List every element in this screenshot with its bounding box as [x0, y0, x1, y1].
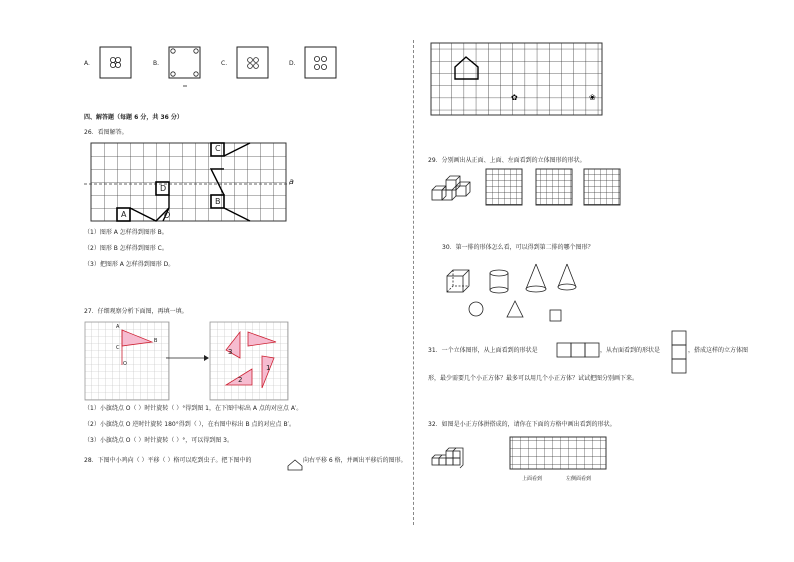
q27-right-grid — [210, 322, 288, 400]
option-d-label[interactable]: D. — [289, 60, 296, 67]
q27-fig-3: 3 — [228, 348, 233, 356]
q28-text-a: 28．下图中小鸡向（ ）平移（ ）格可以吃到虫子。把下图中的 — [84, 457, 252, 464]
q29-cubes — [432, 176, 470, 200]
q27-fig-1: 1 — [266, 364, 271, 372]
q27-title: 27．仔细观察分析下面图，再填一填。 — [84, 308, 188, 315]
q29-grid-top — [536, 169, 572, 205]
q26-item-3: （3）把图形 A 怎样得到图形 D。 — [84, 261, 175, 268]
q26-label-a: A — [121, 210, 127, 219]
q27-label-c: C — [116, 345, 120, 351]
house-shape-icon — [288, 460, 302, 470]
q30-solids — [447, 264, 576, 321]
q26-title: 26．看图解答。 — [84, 129, 128, 136]
q26-axis-a: a — [289, 177, 294, 186]
q31-text-c: ，搭成这样的立方体图 — [688, 347, 749, 354]
q26-item-1: （1）图形 A 怎样得到图形 B。 — [84, 229, 168, 236]
q27-left-grid — [85, 322, 169, 400]
q26-label-o: O — [164, 211, 171, 220]
q32-grid — [510, 437, 606, 469]
option-a-figure — [100, 47, 131, 78]
q27-label-o: O — [123, 361, 127, 367]
column-divider — [413, 40, 414, 525]
q27-label-a: A — [116, 324, 120, 330]
option-c-figure — [237, 47, 268, 78]
q26-label-d: D — [160, 184, 167, 193]
q27-item-2: （2）小旗绕点 O 逆时针旋转 180°得到（ ），在右图中标出 B 点的对应点 B′。 — [84, 421, 295, 428]
q26-label-b: B — [215, 197, 221, 206]
q26-grid — [84, 143, 290, 221]
q29-title: 29．分别画出从正面、上面、左面看到的立体图形的形状。 — [428, 157, 586, 164]
q30-title: 30．第一排的形体怎么看，可以得到第二排的哪个图形？ — [442, 244, 594, 251]
q32-cubes — [432, 448, 463, 468]
q26-label-c: C — [215, 144, 221, 153]
q32-label-left: 左侧面看到 — [566, 476, 592, 482]
chick-icon: ✿ — [511, 93, 518, 102]
q31-text-d: 形，最少需要几个小正方体？最多可以用几个小正方体？试试把图分别画下来。 — [428, 375, 639, 382]
q28-text-b: 向右平移 6 格，并画出平移后的图形。 — [303, 457, 407, 464]
q27-item-3: （3）小旗绕点 O（ ）时针旋转（ ）°，可以得到图 3。 — [84, 437, 233, 444]
q27-arrow — [166, 355, 209, 361]
section4-title: 四、解答题（每题 6 分，共 36 分） — [84, 114, 183, 121]
q29-grid-front — [486, 169, 522, 205]
option-c-label[interactable]: C. — [221, 60, 228, 67]
q26-item-2: （2）图形 B 怎样得到图形 C。 — [84, 245, 168, 252]
q32-title: 32．如图是小正方体拼搭成的，请你在下面的方格中画出看到的形状。 — [428, 421, 616, 428]
q29-grid-left — [584, 169, 620, 205]
bug-icon: ❀ — [589, 93, 596, 102]
q27-fig-2: 2 — [238, 376, 243, 384]
q28-grid — [431, 43, 602, 115]
option-b-figure — [169, 47, 200, 86]
q27-label-b: B — [154, 338, 158, 344]
q31-text-b: ，从右面看到的形状是 — [600, 347, 661, 354]
option-a-label[interactable]: A. — [84, 60, 90, 67]
option-b-label[interactable]: B. — [153, 60, 160, 67]
q31-text-a: 31．一个立体图形，从上面看到的形状是 — [428, 347, 538, 354]
q32-label-top: 上面看到 — [522, 476, 543, 482]
q27-item-1: （1）小旗绕点 O（ ）时针旋转（ ）°得到图 1，在下图中标出 A 点的对应点 A′。 — [84, 405, 303, 412]
option-d-figure — [305, 47, 336, 78]
